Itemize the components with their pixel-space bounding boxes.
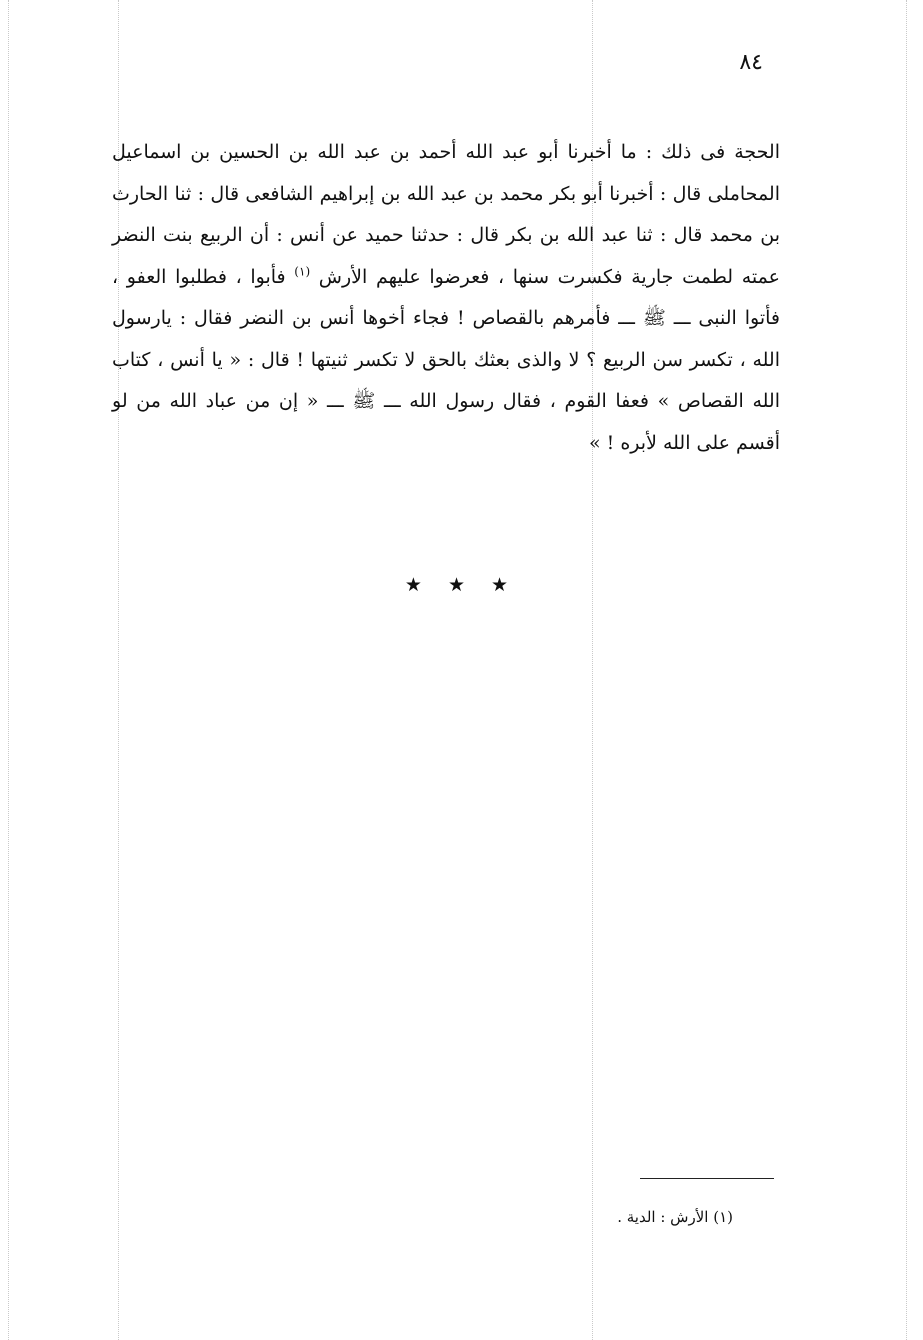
footnote: (١) الأرش : الدية . — [617, 1208, 733, 1226]
scan-dot-line — [906, 0, 907, 1340]
main-paragraph — [112, 132, 780, 464]
scan-dot-line — [8, 0, 9, 1340]
footnote-rule — [640, 1178, 774, 1179]
paragraph-text-continued: فأبوا ، فطلبوا العفو ، فأتوا النبى ـــ ﷺ ـــ فأمرهم بالقصاص ! فجاء أخوها أنس بن النضر فقال : يارسول الله ، تكسر سن الربيع ؟ لا والذى بعثك بالحق لا تكسر ثنيتها ! قال : « يا أنس ، كتاب الله القصاص » فعفا القوم ، فقال رسول الله ـــ ﷺ ـــ « إن من عباد الله من لو أقسم على الله لأبره ! » — [112, 265, 780, 454]
section-separator: ★ ★ ★ — [404, 574, 519, 596]
footnote-reference[interactable]: (١) — [294, 264, 311, 279]
page-number: ٨٤ — [739, 50, 763, 75]
paragraph-text: الحجة فى ذلك : ما أخبرنا أبو عبد الله أحمد بن عبد الله بن الحسين بن اسماعيل المحاملى قال : أخبرنا أبو بكر محمد بن عبد الله بن إبراهيم الشافعى قال : ثنا الحارث بن محمد قال : ثنا عبد الله بن بكر قال : حدثنا حميد عن أنس : أن الربيع بنت النضر عمته لطمت جارية فكسرت سنها ، فعرضوا عليهم الأرش — [112, 141, 780, 288]
